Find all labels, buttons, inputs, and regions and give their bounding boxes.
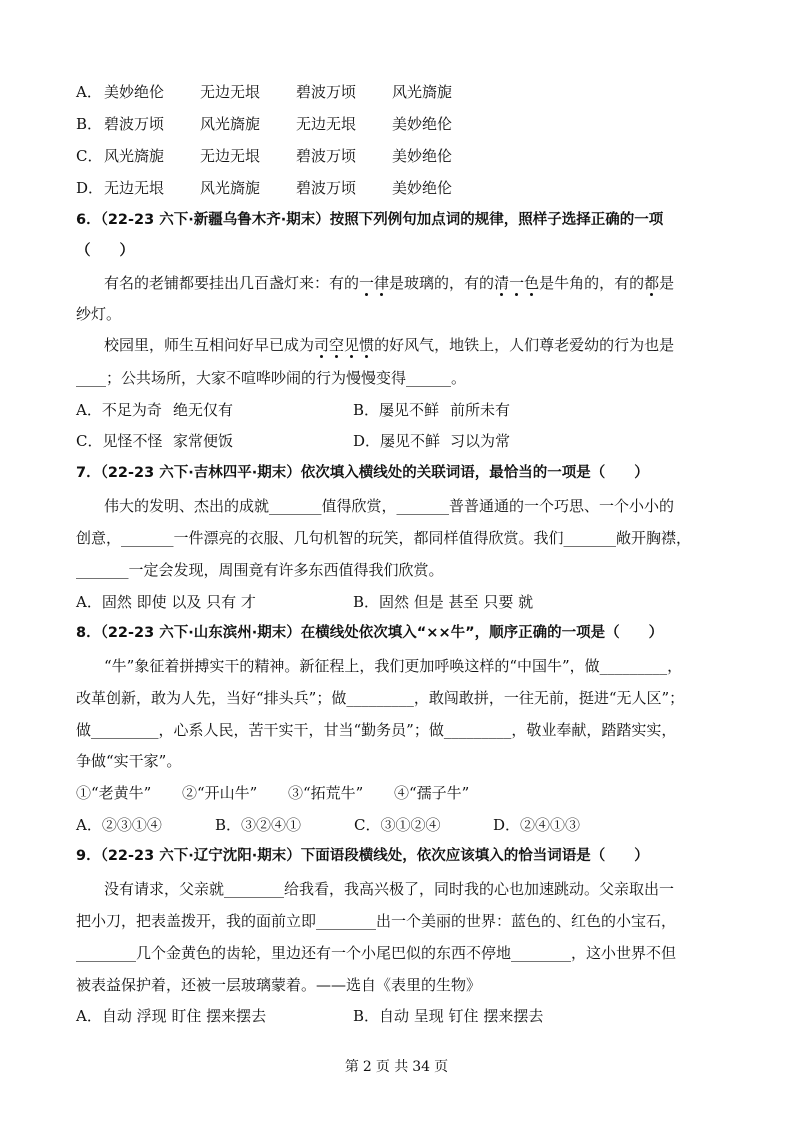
q5-option-d xyxy=(76,178,717,198)
option-d: D．②④①③ xyxy=(493,816,581,834)
option-word: 无边无垠 xyxy=(296,115,357,133)
option-a: A．②③①④ xyxy=(76,816,162,834)
q5-option-b xyxy=(76,114,717,134)
option-b: B．自动 呈现 钉住 摆来摆去 xyxy=(353,1007,544,1025)
option-word: 碧波万顷 xyxy=(296,147,357,165)
option-word: 美妙绝伦 xyxy=(392,115,453,133)
q6-paragraph-line1 xyxy=(104,335,717,355)
option-label: B． xyxy=(76,115,103,133)
page-number: 2 xyxy=(362,1059,372,1075)
option-word: 无边无垠 xyxy=(104,179,165,197)
footer-suffix: 页 xyxy=(434,1059,449,1075)
option-a: A．自动 浮现 盯住 摆来摆去 xyxy=(76,1007,267,1025)
dotted-word xyxy=(494,274,539,292)
text: 有名的老铺都要挂出几百盏灯来：有的 xyxy=(104,274,360,292)
option-word: 碧波万顷 xyxy=(296,179,357,197)
emphasis-char: 一 xyxy=(359,274,375,292)
q8-line2: 改革创新，敢为人先，当好“排头兵”；做_________，敢闯敢拼，一往无前，挺进“无人区”； xyxy=(76,689,685,707)
option-a: A．不足为奇 xyxy=(76,401,162,419)
text: 是玻璃的，有的 xyxy=(389,274,495,292)
q7-title: 7．（22-23 六下·吉林四平·期末）依次填入横线处的关联词语，最恰当的一项是（ ） xyxy=(76,465,649,481)
option-word: 碧波万顷 xyxy=(296,83,357,101)
emphasis-char: 司 xyxy=(314,336,330,354)
option-d-word: 习以为常 xyxy=(450,432,511,450)
q5-option-c xyxy=(76,146,717,166)
q8-line3: 做_________，心系人民，苦干实干，甘当“勤务员”；做_________，敬业奉献，踏踏实实， xyxy=(76,721,677,739)
emphasis-char: 清 xyxy=(494,274,510,292)
q7-options xyxy=(76,592,717,612)
text: 是 xyxy=(659,274,675,292)
page-footer xyxy=(0,1056,793,1076)
option-label: C． xyxy=(76,147,103,165)
q7-line3: _______一定会发现，周围竟有许多东西值得我们欣赏。 xyxy=(76,561,444,579)
option-word: 风光旖旎 xyxy=(200,115,261,133)
dotted-word xyxy=(314,336,374,354)
dotted-word xyxy=(359,274,389,292)
emphasis-char: 律 xyxy=(374,274,390,292)
option-c: C．③①②④ xyxy=(354,816,441,834)
option-label: A． xyxy=(76,83,102,101)
emphasis-char: 见 xyxy=(344,336,360,354)
option-word: 风光旖旎 xyxy=(200,179,261,197)
q6-example-line2: 纱灯。 xyxy=(76,305,122,323)
q9-title: 9．（22-23 六下·辽宁沈阳·期末）下面语段横线处，依次应该填入的恰当词语是（ ） xyxy=(76,848,649,864)
q9-line3: ________几个金黄色的齿轮，里边还有一个小尾巴似的东西不停地________，这小世界不但 xyxy=(76,944,677,962)
text: 的好风气，地铁上，人们尊老爱幼的行为也是 xyxy=(374,336,675,354)
option-word: 无边无垠 xyxy=(200,147,261,165)
dotted-word xyxy=(644,274,659,292)
q8-line4: 争做“实干家”。 xyxy=(76,752,182,770)
q6-answer-paren: （ ） xyxy=(76,243,134,259)
q9-line2: 把小刀，把表盖拨开，我的面前立即________出一个美丽的世界：蓝色的、红色的小宝石， xyxy=(76,912,677,930)
q8-items xyxy=(76,783,717,803)
q7-line1: 伟大的发明、杰出的成就_______值得欣赏，_______普普通通的一个巧思、一个小小的 xyxy=(104,497,675,515)
option-b: B．屡见不鲜 xyxy=(353,401,440,419)
footer-prefix: 第 xyxy=(344,1059,359,1075)
q6-options-cd xyxy=(76,431,717,451)
option-b: B．固然 但是 甚至 只要 就 xyxy=(353,593,534,611)
q9-options xyxy=(76,1006,717,1026)
emphasis-char: 色 xyxy=(524,274,540,292)
text: 是牛角的，有的 xyxy=(539,274,645,292)
emphasis-char: 惯 xyxy=(359,336,375,354)
q8-line1: “牛”象征着拼搏实干的精神。新征程上，我们更加呼唤这样的“中国牛”，做_________， xyxy=(104,657,683,675)
emphasis-char: 一 xyxy=(509,274,525,292)
q5-option-a xyxy=(76,82,717,102)
option-word: 碧波万顷 xyxy=(104,115,165,133)
q6-options-ab xyxy=(76,400,717,420)
emphasis-char: 空 xyxy=(329,336,345,354)
item: ④“孺子牛” xyxy=(394,784,470,802)
option-word: 无边无垠 xyxy=(200,83,261,101)
option-word: 风光旖旎 xyxy=(392,83,453,101)
option-a-word: 绝无仅有 xyxy=(173,401,234,419)
q8-title: 8．（22-23 六下·山东滨州·期末）在横线处依次填入“××牛”，顺序正确的一项是（ ） xyxy=(76,625,664,641)
option-word: 风光旖旎 xyxy=(104,147,165,165)
q9-line4: 被表益保护着，还被一层玻璃蒙着。——选自《表里的生物》 xyxy=(76,976,482,994)
option-c: C．见怪不怪 xyxy=(76,432,163,450)
item: ②“开山牛” xyxy=(182,784,258,802)
option-a: A．固然 即使 以及 只有 才 xyxy=(76,593,256,611)
q7-line2: 创意，_______一件漂亮的衣服、几句机智的玩笑，都同样值得欣赏。我们_______敞开胸襟， xyxy=(76,529,692,547)
option-word: 美妙绝伦 xyxy=(392,147,453,165)
option-b: B．③②④① xyxy=(215,816,302,834)
option-c-word: 家常便饭 xyxy=(173,432,234,450)
emphasis-char: 都 xyxy=(644,274,660,292)
option-d: D．屡见不鲜 xyxy=(353,432,441,450)
q9-line1: 没有请求，父亲就________给我看，我高兴极了，同时我的心也加速跳动。父亲取出一 xyxy=(104,880,675,898)
total-pages: 34 xyxy=(412,1059,431,1075)
q6-title: 6．（22-23 六下·新疆乌鲁木齐·期末）按照下列例句加点词的规律，照样子选择正确的一项 xyxy=(76,212,664,228)
footer-mid: 页 共 xyxy=(375,1059,409,1075)
option-label: D． xyxy=(76,179,104,197)
option-word: 美妙绝伦 xyxy=(392,179,453,197)
q6-paragraph-line2: ____；公共场所，大家不喧哗吵闹的行为慢慢变得______。 xyxy=(76,369,467,387)
option-word: 美妙绝伦 xyxy=(104,83,165,101)
q8-options xyxy=(76,815,717,835)
option-b-word: 前所未有 xyxy=(450,401,511,419)
q6-example-line1 xyxy=(104,273,717,293)
text: 校园里，师生互相问好早已成为 xyxy=(104,336,315,354)
item: ③“拓荒牛” xyxy=(288,784,364,802)
item: ①“老黄牛” xyxy=(76,784,152,802)
